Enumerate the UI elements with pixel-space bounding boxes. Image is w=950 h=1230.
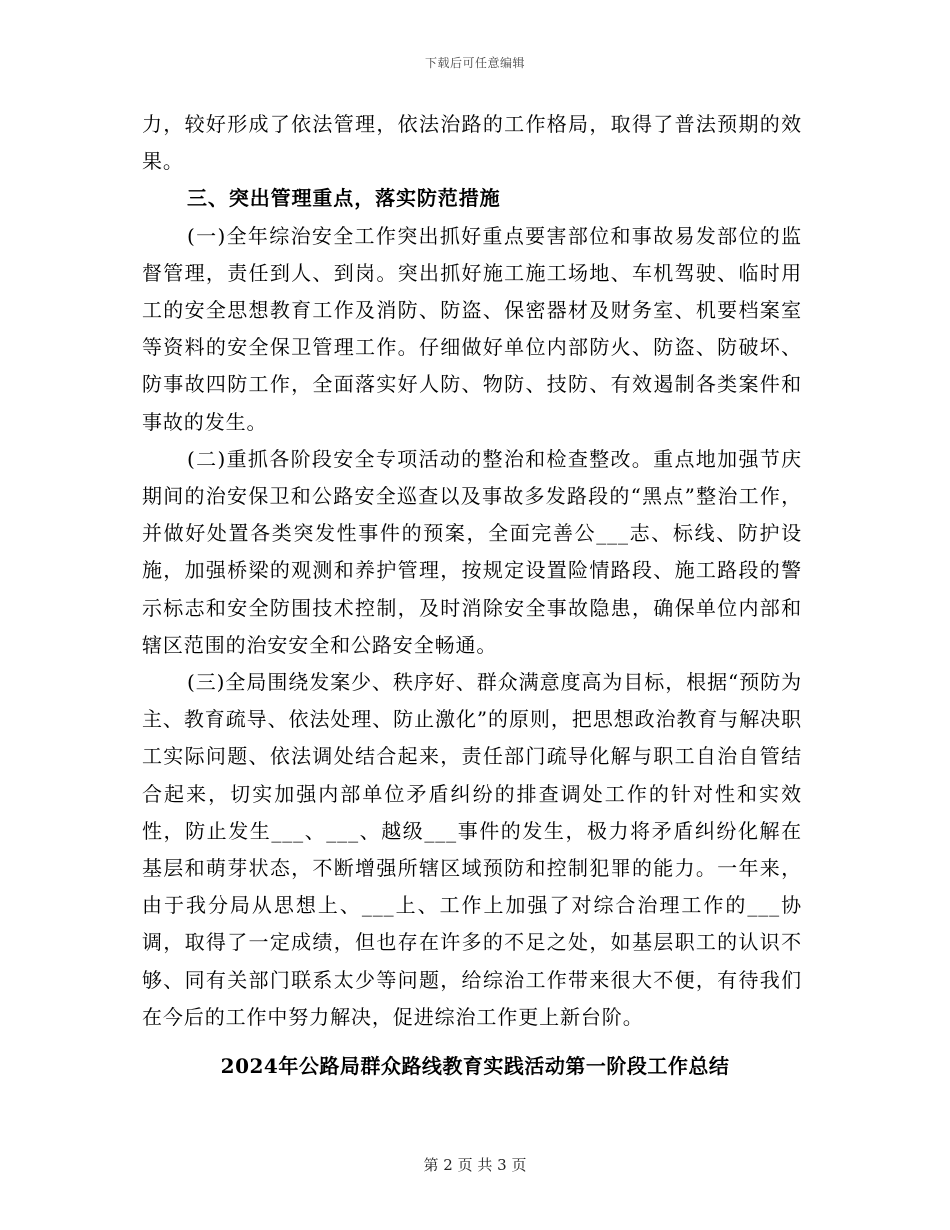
section-heading: 三、突出管理重点，落实防范措施 bbox=[187, 186, 501, 211]
paragraph-continuation: 力，较好形成了依法管理，依法治路的工作格局，取得了普法预期的效果。 bbox=[142, 112, 802, 174]
page-header-note: 下载后可任意编辑 bbox=[424, 56, 525, 70]
paragraph-item-1: (一)全年综治安全工作突出抓好重点要害部位和事故易发部位的监督管理，责任到人、到岗。突出抓好施工施工场地、车机驾驶、临时用工的安全思想教育工作及消防、防盗、保密器材及财务室、机要档案室等资料的安全保卫管理工作。仔细做好单位内部防火、防盗、防破坏、防事故四防工作，全面落实好人防、物防、技防、有效遏制各类案件和事故的发生。 bbox=[142, 223, 802, 434]
paragraph-item-3: (三)全局围绕发案少、秩序好、群众满意度高为目标，根据“预防为主、教育疏导、依法处理、防止激化”的原则，把思想政治教育与解决职工实际问题、依法调处结合起来，责任部门疏导化解与职工自治自管结合起来，切实加强内部单位矛盾纠纷的排查调处工作的针对性和实效性，防止发生___、___、越级___事件的发生，极力将矛盾纠纷化解在基层和萌芽状态，不断增强所辖区域预防和控制犯罪的能力。一年来，由于我分局从思想上、___上、工作上加强了对综合治理工作的___协调，取得了一定成绩，但也存在许多的不足之处，如基层职工的认识不够、同有关部门联系太少等问题，给综治工作带来很大不便，有待我们在今后的工作中努力解决，促进综治工作更上新台阶。 bbox=[142, 670, 802, 1029]
page-number: 第 2 页 共 3 页 bbox=[423, 1156, 527, 1174]
next-document-title: 2024年公路局群众路线教育实践活动第一阶段工作总结 bbox=[220, 1054, 730, 1078]
paragraph-item-2: (二)重抓各阶段安全专项活动的整治和检查整改。重点地加强节庆期间的治安保卫和公路安全巡查以及事故多发路段的“黑点”整治工作，并做好处置各类突发性事件的预案，全面完善公___志、标线、防护设施，加强桥梁的观测和养护管理，按规定设置险情路段、施工路段的警示标志和安全防围技术控制，及时消除安全事故隐患，确保单位内部和辖区范围的治安安全和公路安全畅通。 bbox=[142, 446, 802, 657]
document-body bbox=[142, 106, 802, 1036]
